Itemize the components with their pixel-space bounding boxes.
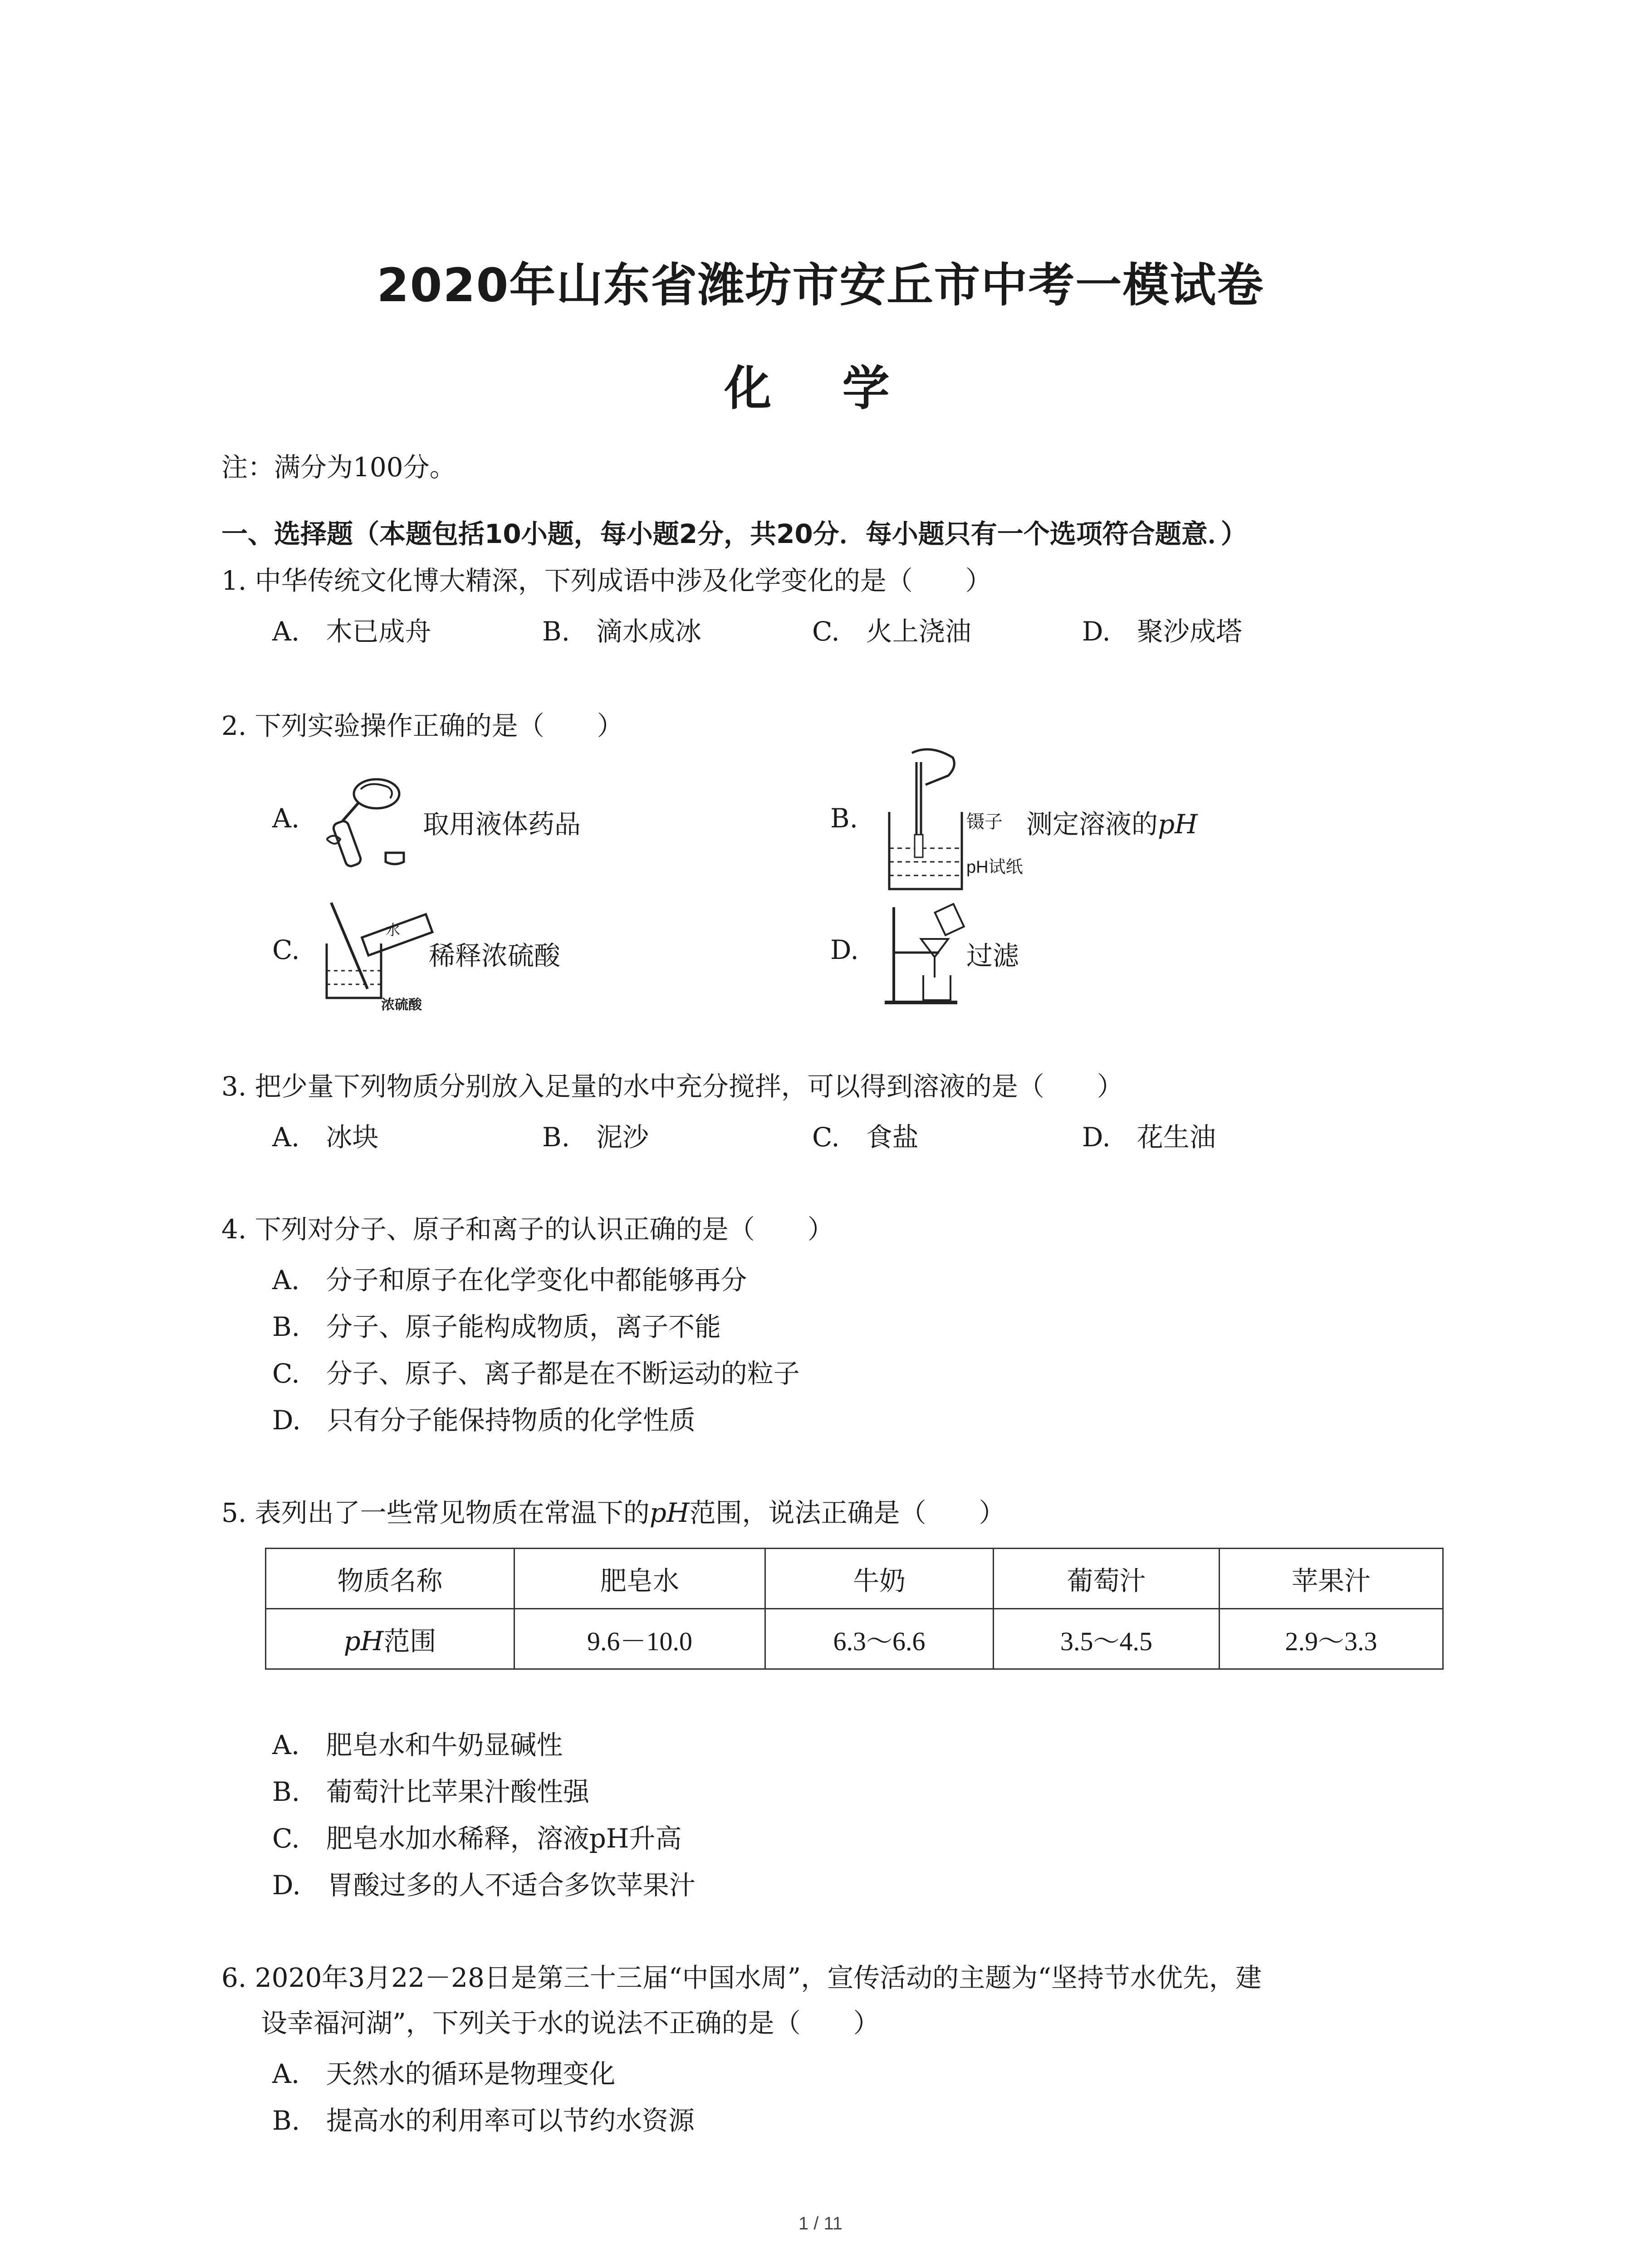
q2-option-d-letter[interactable]: D. [830, 934, 859, 965]
pouring-liquid-figure [318, 771, 422, 875]
table-row-label [266, 1609, 514, 1669]
question-4-stem: 4. 下列对分子、原子和离子的认识正确的是（ ） [221, 1214, 834, 1245]
table-header-cell: 肥皂水 [514, 1549, 765, 1609]
table-cell: 6.3～6.6 [765, 1609, 994, 1669]
dilute-acid-figure [318, 898, 436, 1007]
question-6-stem-line1: 6. 2020年3月22－28日是第三十三届“中国水周”，宣传活动的主题为“坚持节水优先，建 [221, 1962, 1262, 1993]
table-header-cell: 苹果汁 [1220, 1549, 1443, 1609]
q5-option-b[interactable]: B. 葡萄汁比苹果汁酸性强 [272, 1776, 590, 1807]
question-1-stem: 1. 中华传统文化博大精深，下列成语中涉及化学变化的是（ ） [221, 565, 992, 596]
ph-test-figure [885, 744, 966, 898]
q2-option-b-letter[interactable]: B. [830, 803, 858, 834]
q1-option-d[interactable]: D. 聚沙成塔 [1082, 616, 1242, 647]
conc-acid-label: 浓硫酸 [381, 997, 422, 1012]
score-note: 注：满分为100分。 [221, 452, 456, 483]
table-header-cell: 牛奶 [765, 1549, 994, 1609]
q4-option-d[interactable]: D. 只有分子能保持物质的化学性质 [272, 1405, 696, 1436]
q5-stem-post: 范围，说法正确是（ ） [689, 1497, 1005, 1528]
q5-stem-pre: 5. 表列出了一些常见物质在常温下的 [221, 1497, 650, 1528]
q2-option-a-letter[interactable]: A. [272, 803, 300, 834]
table-cell: 3.5～4.5 [994, 1609, 1220, 1669]
question-2-stem: 2. 下列实验操作正确的是（ ） [221, 710, 623, 741]
row-label-rest: 范围 [383, 1626, 436, 1657]
water-label: 水 [386, 922, 401, 938]
filtration-figure [885, 898, 971, 1016]
table-header-cell: 物质名称 [266, 1549, 514, 1609]
exam-title: 2020年山东省潍坊市安丘市中考一模试卷 [377, 259, 1264, 313]
row-label-ph: pH [343, 1626, 384, 1657]
q4-option-b[interactable]: B. 分子、原子能构成物质，离子不能 [272, 1311, 721, 1342]
q6-option-a[interactable]: A. 天然水的循环是物理变化 [272, 2058, 616, 2089]
q2-option-c-text: 稀释浓硫酸 [429, 940, 561, 971]
table-header-cell: 葡萄汁 [994, 1549, 1220, 1609]
q5-option-c[interactable]: C. 肥皂水加水稀释，溶液pH升高 [272, 1823, 682, 1854]
q3-option-b[interactable]: B. 泥沙 [542, 1122, 649, 1153]
q2-option-a-text: 取用液体药品 [423, 809, 581, 840]
q2-option-b-text-main: 测定溶液的 [1026, 809, 1158, 840]
q2-option-d-text: 过滤 [966, 940, 1019, 971]
ph-paper-label: pH试纸 [966, 858, 1023, 877]
q4-option-c[interactable]: C. 分子、原子、离子都是在不断运动的粒子 [272, 1358, 800, 1389]
q1-option-c[interactable]: C. 火上浇油 [812, 616, 971, 647]
q5-option-d[interactable]: D. 胃酸过多的人不适合多饮苹果汁 [272, 1870, 696, 1901]
q1-option-a[interactable]: A. 木已成舟 [272, 616, 431, 647]
table-row [266, 1609, 1443, 1669]
ph-symbol: pH [1158, 809, 1198, 840]
question-3-stem: 3. 把少量下列物质分别放入足量的水中充分搅拌，可以得到溶液的是（ ） [221, 1071, 1123, 1102]
question-6-stem-line2: 设幸福河湖”，下列关于水的说法不正确的是（ ） [261, 2008, 880, 2038]
q3-option-d[interactable]: D. 花生油 [1082, 1122, 1216, 1153]
tweezers-label: 镊子 [966, 812, 1003, 832]
table-header-row [266, 1549, 1443, 1609]
ph-range-table [265, 1548, 1444, 1670]
q2-option-c-letter[interactable]: C. [272, 934, 300, 965]
q3-option-a[interactable]: A. 冰块 [272, 1122, 379, 1153]
q2-option-b-text [1026, 803, 1198, 841]
question-5-stem [221, 1495, 1005, 1531]
q3-option-c[interactable]: C. 食盐 [812, 1122, 919, 1153]
subject-title: 化 学 [724, 361, 917, 416]
q5-option-a[interactable]: A. 肥皂水和牛奶显碱性 [272, 1730, 563, 1760]
q6-option-b[interactable]: B. 提高水的利用率可以节约水资源 [272, 2105, 695, 2136]
section-heading: 一、选择题（本题包括10小题，每小题2分，共20分．每小题只有一个选项符合题意．） [221, 518, 1247, 549]
page-number: 1 / 11 [798, 2214, 843, 2234]
table-cell: 2.9～3.3 [1220, 1609, 1443, 1669]
q1-option-b[interactable]: B. 滴水成冰 [542, 616, 702, 647]
table-cell: 9.6－10.0 [514, 1609, 765, 1669]
q4-option-a[interactable]: A. 分子和原子在化学变化中都能够再分 [272, 1265, 747, 1295]
q5-stem-ph: pH [649, 1497, 690, 1528]
